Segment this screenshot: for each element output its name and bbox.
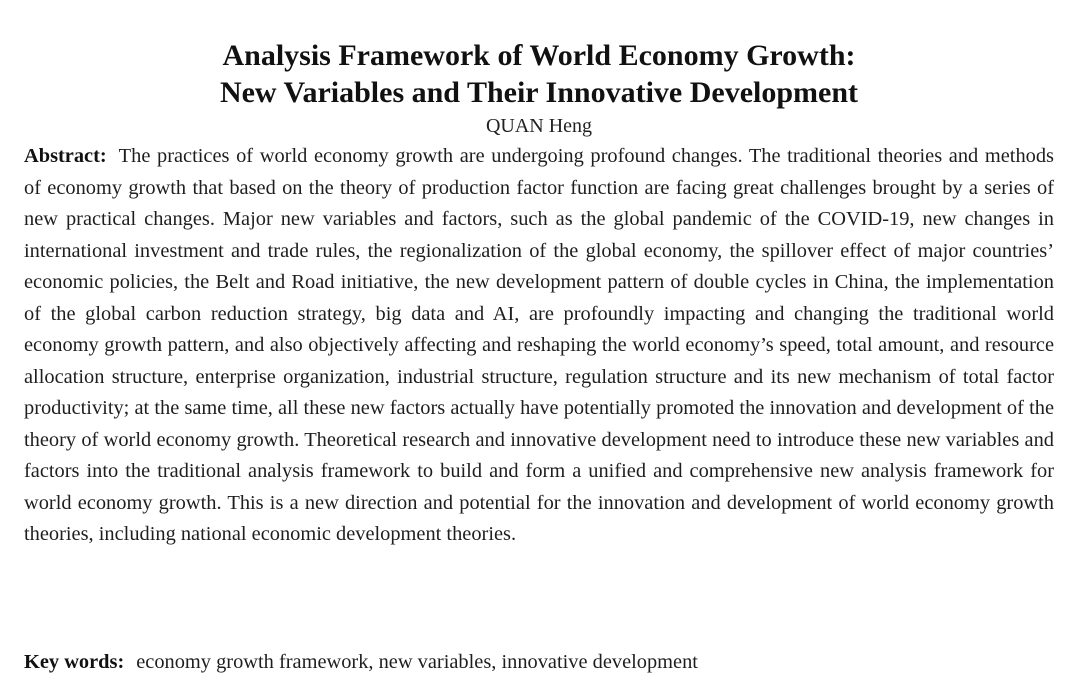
keywords-line: [24, 647, 698, 678]
author-name: QUAN Heng: [485, 115, 593, 137]
abstract-label: Abstract:: [24, 145, 107, 167]
title-line-2: New Variables and Their Innovative Development: [219, 76, 859, 109]
title-line-1: Analysis Framework of World Economy Growth:: [222, 39, 856, 72]
abstract-paragraph: [24, 141, 1054, 551]
abstract-text: The practices of world economy growth are undergoing profound changes. The traditional theories and methods of economy growth that based on the theory of production factor function are facing great challenges brought by a series of new practical changes. Major new variables and factors, such as the global pandemic of the COVID-19, new changes in international investment and trade rules, the regionalization of the global economy, the spillover effect of major countries’ economic policies, the Belt and Road initiative, the new development pattern of double cycles in China, the implementation of the global carbon reduction strategy, big data and AI, are profoundly impacting and changing the traditional world economy growth pattern, and also objectively affecting and reshaping the world economy’s speed, total amount, and resource allocation structure, enterprise organization, industrial structure, regulation structure and its new mechanism of total factor productivity; at the same time, all these new factors actually have potentially promoted the innovation and development of the theory of world economy growth. Theoretical research and innovative development need to introduce these new variables and factors into the traditional analysis framework to build and form a unified and comprehensive new analysis framework for world economy growth. This is a new direction and potential for the innovation and development of world economy growth theories, including national economic development theories.: [24, 145, 1054, 545]
paper-title: [24, 0, 1054, 111]
keywords-text: economy growth framework, new variables, innovative development: [136, 651, 698, 673]
keywords-label: Key words:: [24, 651, 125, 673]
